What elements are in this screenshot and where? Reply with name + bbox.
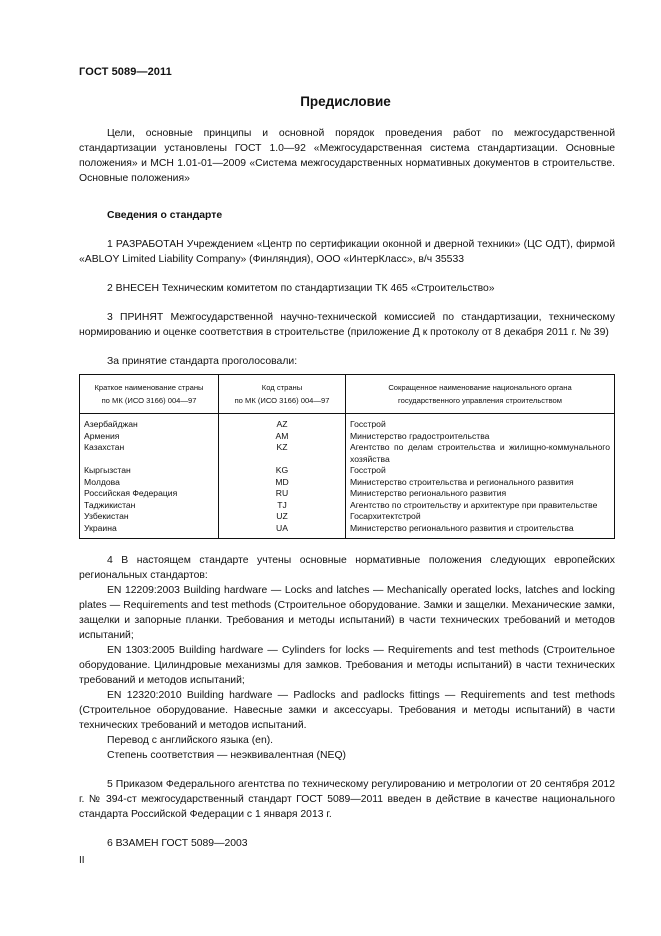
cell-organization: Агентство по делам строительства и жилищно-коммунального хозяйства (346, 442, 615, 465)
table-row (80, 511, 615, 523)
cell-code: MD (219, 477, 346, 489)
item-3-adopted: 3 ПРИНЯТ Межгосударственной научно-технической комиссией по стандартизации, техническому нормированию и оценке соответствия в строительстве (приложение Д к протоколу от 8 декабря 2011 г. № 39) (79, 312, 615, 338)
table-row (80, 465, 615, 477)
cell-code: AM (219, 431, 346, 443)
cell-organization: Министерство регионального развития (346, 488, 615, 500)
vote-table (79, 374, 615, 539)
cell-code: TJ (219, 500, 346, 512)
cell-code: KG (219, 465, 346, 477)
item-4-degree: Степень соответствия — неэквивалентная (NEQ) (107, 750, 346, 761)
cell-organization: Министерство строительства и регионального развития (346, 477, 615, 489)
item-1-developed: 1 РАЗРАБОТАН Учреждением «Центр по сертификации оконной и дверной техники» (ЦС ОДТ), фирмой «ABLOY Limited Liability Company» (Финляндия), ООО «ИнтерКласс», в/ч 35533 (79, 239, 615, 265)
cell-organization: Министерство градостроительства (346, 431, 615, 443)
page-number: II (79, 855, 85, 866)
vote-label: За принятие стандарта проголосовали: (107, 356, 298, 367)
header-code: Код страны по МК (ИСО 3166) 004—97 (219, 375, 346, 414)
cell-country: Азербайджан (80, 414, 219, 431)
cell-code: UA (219, 523, 346, 539)
table-row (80, 500, 615, 512)
cell-code: AZ (219, 414, 346, 431)
cell-organization: Госстрой (346, 465, 615, 477)
table-row (80, 523, 615, 539)
table-row (80, 431, 615, 443)
item-4-en1303: EN 1303:2005 Building hardware — Cylinders for locks — Requirements and test methods (Строительное оборудование. Цилиндровые механизмы для замков. Требования и методы испытаний) в части технических требований и методов испытаний; (79, 645, 615, 686)
table-row (80, 477, 615, 489)
cell-country: Таджикистан (80, 500, 219, 512)
cell-organization: Госстрой (346, 414, 615, 431)
header-country: Краткое наименование страны по МК (ИСО 3166) 004—97 (80, 375, 219, 414)
cell-code: KZ (219, 442, 346, 465)
document-code: ГОСТ 5089—2011 (79, 66, 172, 78)
table-row (80, 414, 615, 431)
item-2-introduced: 2 ВНЕСЕН Техническим комитетом по стандартизации ТК 465 «Строительство» (107, 283, 495, 294)
section-title: Сведения о стандарте (107, 210, 223, 221)
table-row (80, 442, 615, 465)
cell-country: Молдова (80, 477, 219, 489)
cell-country: Российская Федерация (80, 488, 219, 500)
item-6-replaces: 6 ВЗАМЕН ГОСТ 5089—2003 (107, 838, 248, 849)
item-4-en12209: EN 12209:2003 Building hardware — Locks and latches — Mechanically operated locks, latches and locking plates — Requirements and test methods (Строительное оборудование. Замки и защелки. Механические замки, защелки и запорные планки. Требования и методы испытаний) в части технических требований и методов испытаний; (79, 585, 615, 641)
cell-country: Украина (80, 523, 219, 539)
cell-organization: Министерство регионального развития и строительства (346, 523, 615, 539)
cell-organization: Госархитектстрой (346, 511, 615, 523)
header-organization: Сокращенное наименование национального органа государственного управления строительством (346, 375, 615, 414)
cell-country: Казахстан (80, 442, 219, 465)
item-4-en12320: EN 12320:2010 Building hardware — Padlocks and padlocks fittings — Requirements and test methods (Строительное оборудование. Навесные замки и аксессуары. Требования и методы испытаний) в части технических требований и методов испытаний. (79, 690, 615, 731)
item-4-translation: Перевод с английского языка (en). (107, 735, 274, 746)
item-5-order: 5 Приказом Федерального агентства по техническому регулированию и метрологии от 20 сентября 2012 г. № 394-ст межгосударственный стандарт ГОСТ 5089—2011 введен в действие в качестве национального стандарта Российской Федерации с 1 января 2013 г. (79, 779, 615, 820)
cell-organization: Агентство по строительству и архитектуре при правительстве (346, 500, 615, 512)
item-4-intro: 4 В настоящем стандарте учтены основные нормативные положения следующих европейских региональных стандартов: (79, 555, 615, 581)
page-title: Предисловие (300, 94, 391, 109)
table-row (80, 488, 615, 500)
intro-paragraph: Цели, основные принципы и основной порядок проведения работ по межгосударственной стандартизации установлены ГОСТ 1.0—92 «Межгосударственная система стандартизации. Основные положения» и МСН 1.01-01—2009 «Система межгосударственных нормативных документов в строительстве. Основные положения» (79, 128, 615, 184)
document-body (79, 126, 615, 851)
cell-code: RU (219, 488, 346, 500)
cell-country: Узбекистан (80, 511, 219, 523)
cell-country: Кыргызстан (80, 465, 219, 477)
cell-country: Армения (80, 431, 219, 443)
cell-code: UZ (219, 511, 346, 523)
vote-table-header (80, 375, 615, 414)
